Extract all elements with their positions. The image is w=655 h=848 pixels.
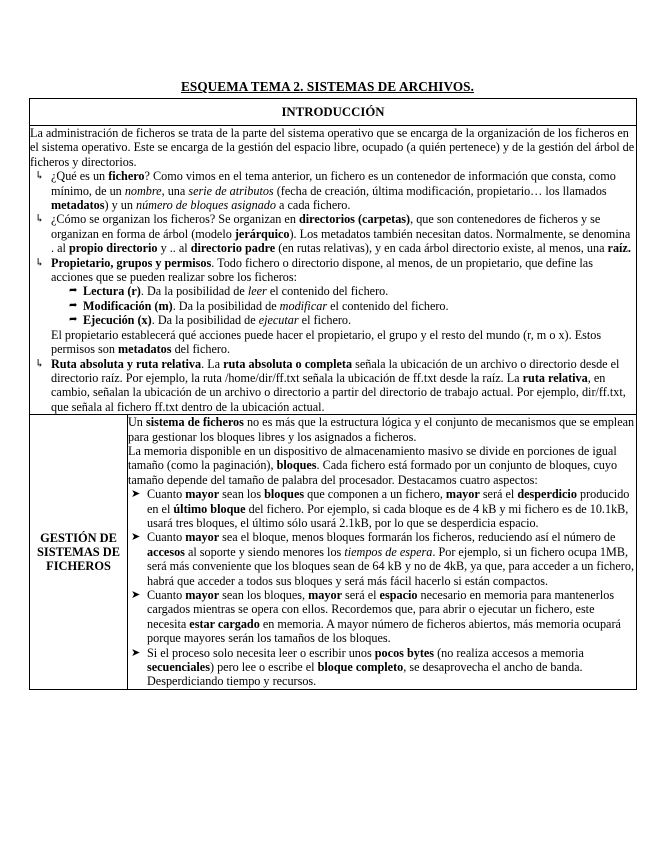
- arrow-bullet-icon: ↳: [35, 213, 45, 226]
- arrow-bullet-icon: ↳: [35, 170, 45, 183]
- aspect-item-espacio: ➤ Cuanto mayor sean los bloques, mayor será el espacio necesario en memoria para mantenerlos cargados mientras se opera con ellos. Recordemos que, para abrir o ejecutar un fichero, este necesita estar cargado en memoria. A mayor número de ficheros abiertos, más memoria ocupará porque mayores serán los tamaños de los bloques.: [131, 588, 621, 646]
- intro-heading: INTRODUCCIÓN: [30, 99, 637, 126]
- permission-note: El propietario establecerá qué acciones puede hacer el propietario, el grupo y el resto del mundo (r, m o x). Estos permisos son metadatos del fichero.: [51, 327, 602, 357]
- gestion-paragraph-definition: Un sistema de ficheros no es más que la estructura lógica y el conjunto de mecanismos que se emplean para gestionar los bloques libres y los asignados a ficheros.: [128, 415, 635, 444]
- document-title: ESQUEMA TEMA 2. SISTEMAS DE ARCHIVOS.: [180, 79, 475, 94]
- permission-item-modify: ➦ Modificación (m). Da la posibilidad de modificar el contenido del fichero.: [69, 298, 449, 313]
- gestion-paragraph-bloques: La memoria disponible en un dispositivo de almacenamiento masivo se divide en porciones de igual tamaño (como la paginación), bloques. Cada fichero está formado por un conjunto de bloques, cuyo tamaño depende del tamaño de palabra del procesador. Destacamos cuatro aspectos:: [128, 443, 618, 487]
- permission-list: [51, 284, 636, 327]
- list-item-rutas: ↳ Ruta absoluta y ruta relativa. La ruta absoluta o completa señala la ubicación de un archivo o directorio desde el directorio raíz. Por ejemplo, la ruta /home/dir/ff.txt señala la ubicación de ff.txt desde la raíz. La ruta relativa, en cambio, señalan la ubicación de un archivo o directorio a partir del directorio de trabajo actual. Por ejemplo, dir/ff.txt, que señala al fichero ff.txt dentro de la ubicación actual.: [35, 356, 626, 414]
- list-item-directorios: ↳ ¿Cómo se organizan los ficheros? Se organizan en directorios (carpetas), que son contenedores de ficheros y se organizan en forma de árbol (modelo jerárquico). Los metadatos también necesitan datos. Normalmente, se denomina . al propio directorio y .. al directorio padre (en rutas relativas), y en cada árbol directorio existe, al menos, una raíz.: [35, 212, 631, 256]
- arrow-bullet-icon: ↳: [35, 256, 45, 269]
- intro-lead: La administración de ficheros se trata de la parte del sistema operativo que se encarga de la organización de los ficheros en el sistema operativo. Este se encarga de la gestión del espacio libre, ocupado (a quién pertenece) y de la gestión del árbol de ficheros y directorios.: [30, 126, 635, 169]
- curved-arrow-icon: ➦: [69, 299, 78, 311]
- list-item-fichero: ↳ ¿Qué es un fichero? Como vimos en el tema anterior, un fichero es un contenedor de información que consta, como mínimo, de un nombre, una serie de atributos (fecha de creación, última modificación, propietario… los llamados metadatos) y un número de bloques asignado a cada fichero.: [35, 169, 616, 213]
- intro-section: [30, 126, 637, 415]
- curved-arrow-icon: ➦: [69, 314, 78, 326]
- triangle-arrow-icon: ➤: [131, 589, 141, 601]
- curved-arrow-icon: ➦: [69, 285, 78, 297]
- aspect-item-desperdicio: ➤ Cuanto mayor sean los bloques que componen a un fichero, mayor será el desperdicio producido en el último bloque del fichero. Por ejemplo, si cada bloque es de 4 kB y mi fichero es de 10.1kB, usará tres bloques, el último sólo usará 2.1kB, por lo que se desperdicia espacio.: [131, 487, 630, 530]
- gestion-section: [128, 415, 637, 690]
- intro-list: [30, 169, 636, 414]
- permission-item-read: ➦ Lectura (r). Da la posibilidad de leer el contenido del fichero.: [69, 284, 389, 299]
- triangle-arrow-icon: ➤: [131, 488, 141, 501]
- aspects-list: [128, 487, 636, 689]
- permission-item-execute: ➦ Ejecución (x). Da la posibilidad de ejecutar el fichero.: [69, 313, 352, 328]
- aspect-item-ancho-banda: ➤ Si el proceso solo necesita leer o escribir unos pocos bytes (no realiza accesos a memoria secuenciales) pero lee o escribe el bloque completo, se desaprovecha el ancho de banda. Desperdiciando tiempo y recursos.: [131, 645, 584, 689]
- triangle-arrow-icon: ➤: [131, 531, 141, 544]
- gestion-label: GESTIÓN DE SISTEMAS DE FICHEROS: [30, 415, 128, 690]
- list-item-permisos: ↳ Propietario, grupos y permisos. Todo fichero o directorio dispone, al menos, de un propietario, que define las acciones que se pueden realizar sobre los ficheros: ➦ Lectura (r). Da la posibilidad de leer el contenido del fichero. ➦ Modificación (m). Da la posibilidad de modificar el contenido del fichero. ➦ Ejecución (x). Da la posibilidad de ejecutar el fichero. El propietario establecerá qué acciones puede hacer el propietario, el grupo y el resto del mundo (r, m o x). Estos permisos son metadatos del fichero.: [30, 256, 636, 357]
- triangle-arrow-icon: ➤: [131, 646, 141, 659]
- arrow-bullet-icon: ↳: [35, 357, 45, 370]
- schema-table: [29, 98, 637, 690]
- aspect-item-accesos: ➤ Cuanto mayor sea el bloque, menos bloques formarán los ficheros, reduciendo así el número de accesos al soporte y siendo menores los tiempos de espera. Por ejemplo, si un fichero ocupa 1MB, será más conveniente que los bloques sean de 64 kB y no de 4kB, ya que, para acceder a un fichero, habrá que acceder a todos sus bloques y será más fácil hacerlo si están compactos.: [131, 530, 634, 588]
